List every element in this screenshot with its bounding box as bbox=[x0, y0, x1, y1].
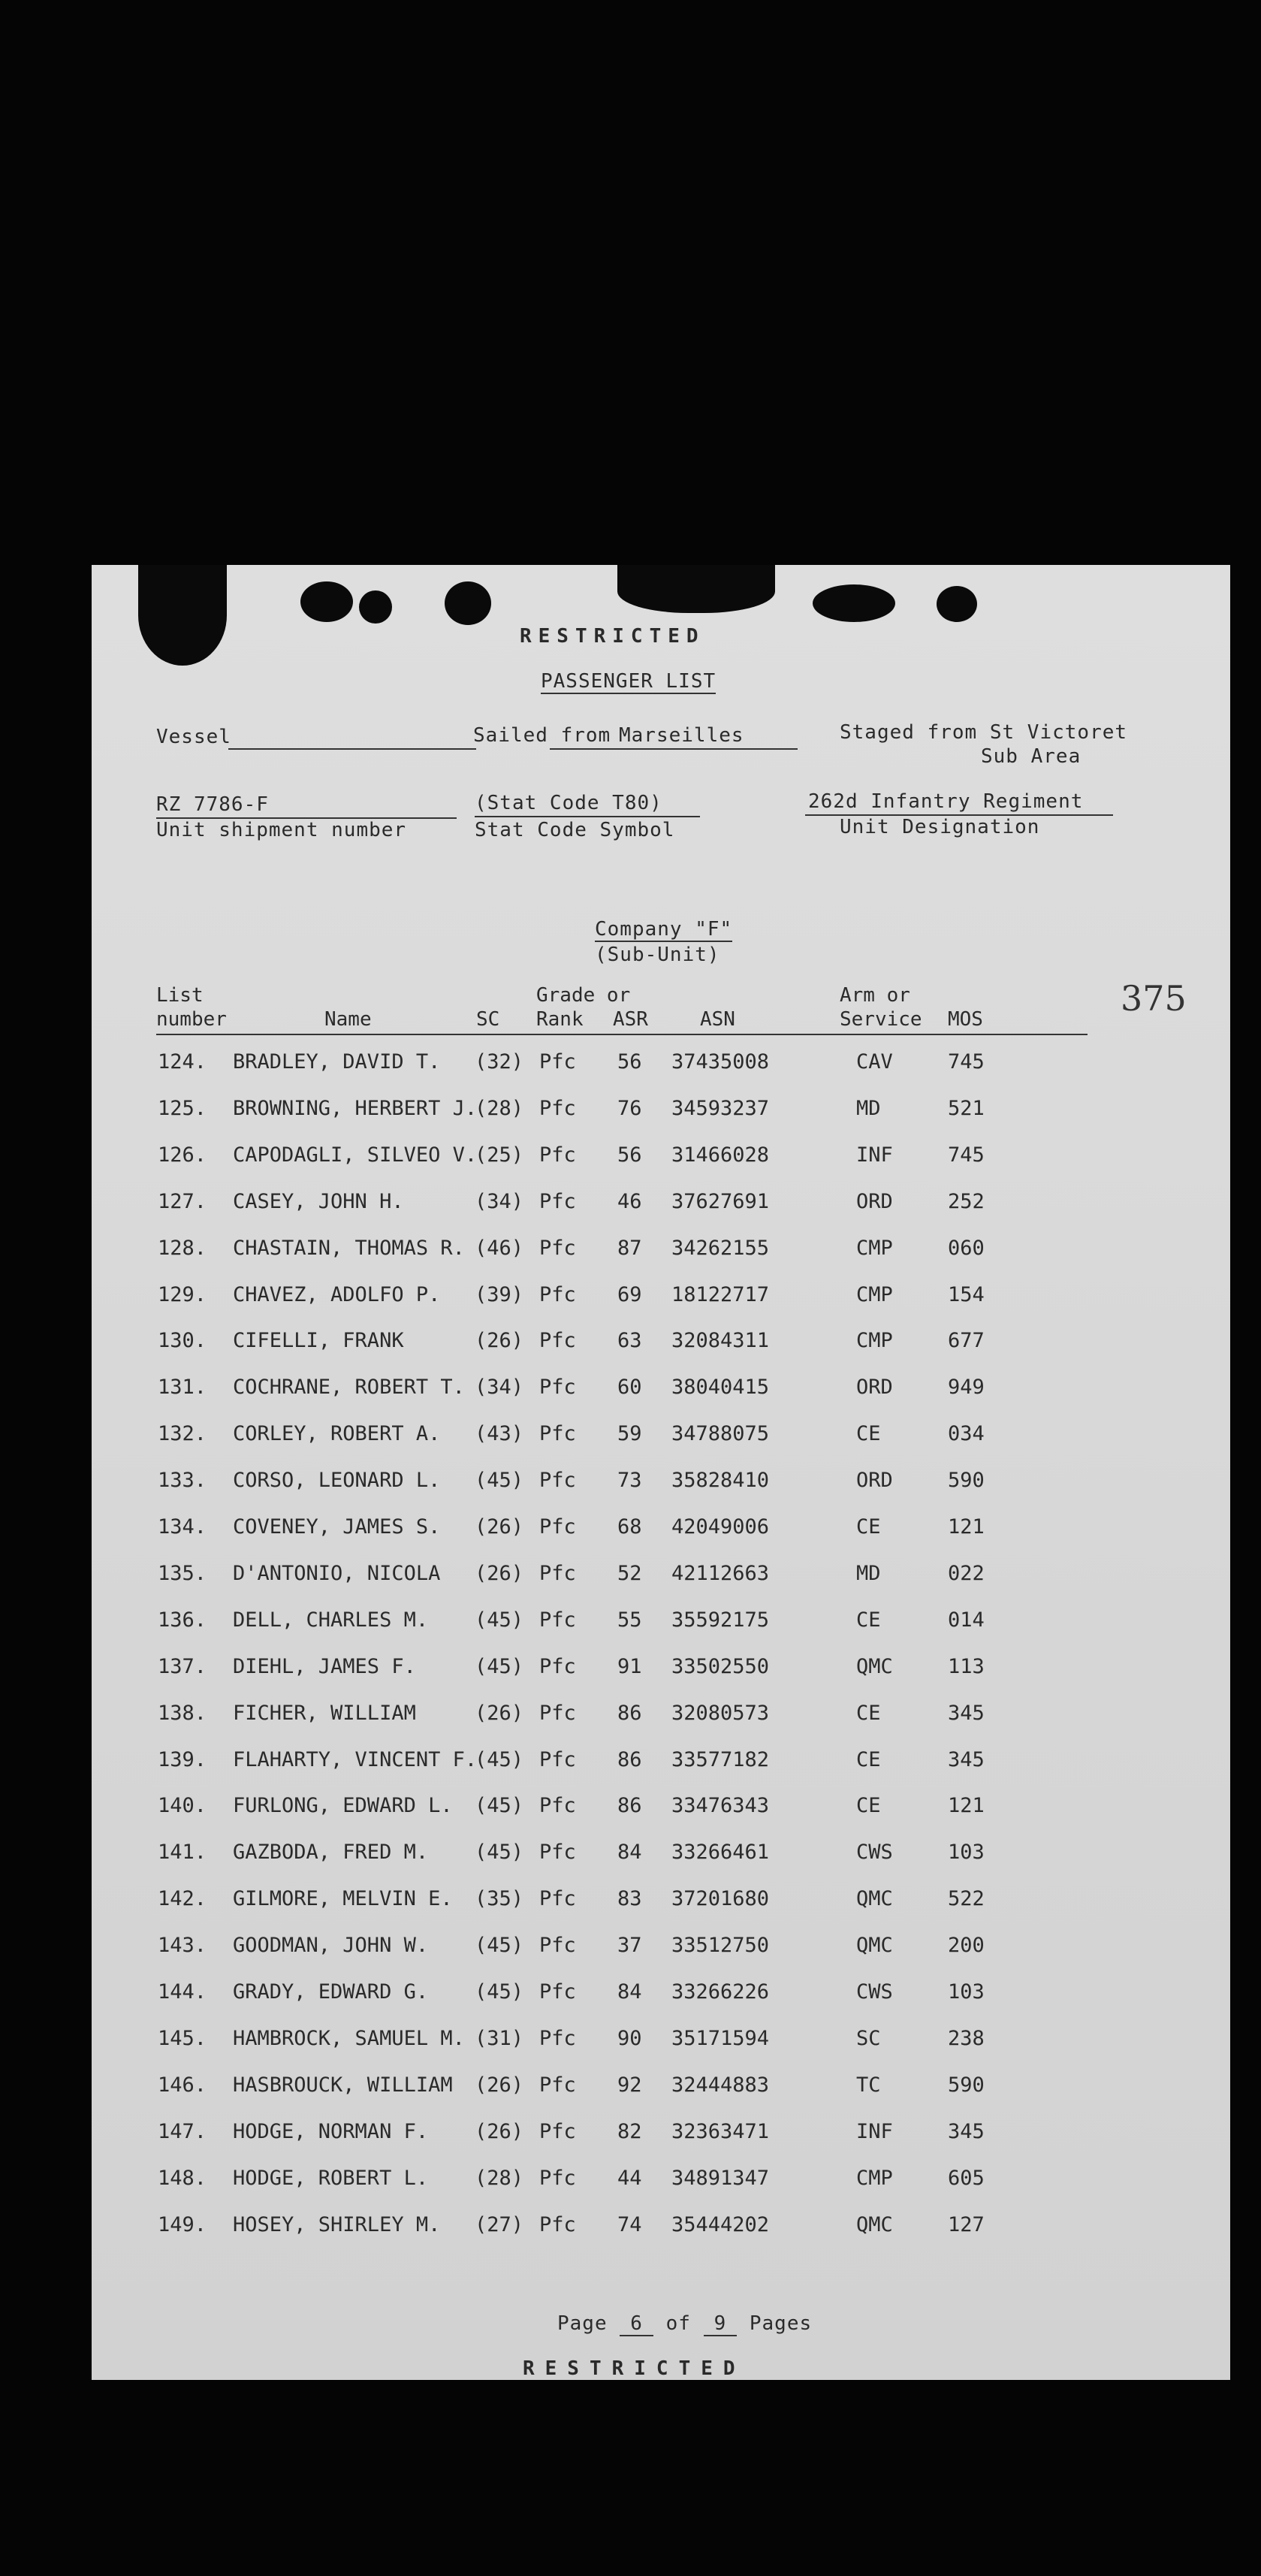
cell-sc: (45) bbox=[475, 1794, 524, 1818]
cell-grade: Pfc bbox=[539, 1236, 576, 1260]
page-stamp-number: 375 bbox=[1121, 978, 1187, 1019]
cell-sc: (45) bbox=[475, 1469, 524, 1493]
cell-num: 132. bbox=[158, 1422, 207, 1446]
cell-mos: 200 bbox=[948, 1934, 985, 1958]
shipment-number: RZ 7786-F bbox=[156, 793, 269, 816]
cell-num: 134. bbox=[158, 1515, 207, 1539]
cell-asn: 33502550 bbox=[671, 1654, 770, 1678]
cell-asr: 90 bbox=[617, 2026, 642, 2050]
cell-arm: INF bbox=[856, 2119, 893, 2143]
cell-sc: (45) bbox=[475, 1654, 524, 1678]
sailed-label: Sailed from bbox=[473, 724, 611, 747]
cell-name: GAZBODA, FRED M. bbox=[233, 1841, 429, 1865]
vessel-field-line bbox=[228, 748, 476, 750]
cell-asr: 76 bbox=[617, 1096, 642, 1120]
cell-asn: 18122717 bbox=[671, 1282, 770, 1306]
cell-mos: 677 bbox=[948, 1329, 985, 1353]
cell-name: CIFELLI, FRANK bbox=[233, 1329, 404, 1353]
cell-mos: 103 bbox=[948, 1980, 985, 2004]
cell-mos: 034 bbox=[948, 1422, 985, 1446]
cell-asn: 33512750 bbox=[671, 1934, 770, 1958]
cell-asn: 33476343 bbox=[671, 1794, 770, 1818]
cell-arm: ORD bbox=[856, 1376, 893, 1400]
cell-mos: 060 bbox=[948, 1236, 985, 1260]
cell-name: BRADLEY, DAVID T. bbox=[233, 1050, 441, 1074]
cell-arm: SC bbox=[856, 2026, 881, 2050]
table-row bbox=[92, 1887, 1230, 1934]
cell-name: CAPODAGLI, SILVEO V. bbox=[233, 1143, 478, 1167]
cell-asn: 37435008 bbox=[671, 1050, 770, 1074]
cell-name: COVENEY, JAMES S. bbox=[233, 1515, 441, 1539]
cell-num: 128. bbox=[158, 1236, 207, 1260]
cell-asn: 34788075 bbox=[671, 1422, 770, 1446]
cell-mos: 345 bbox=[948, 1701, 985, 1725]
cell-asn: 35592175 bbox=[671, 1608, 770, 1632]
page-number: 6 bbox=[620, 2312, 653, 2336]
table-row bbox=[92, 1469, 1230, 1515]
cell-arm: CE bbox=[856, 1608, 881, 1632]
cell-grade: Pfc bbox=[539, 1887, 576, 1911]
unit-designation-value: 262d Infantry Regiment bbox=[808, 790, 1084, 813]
cell-num: 139. bbox=[158, 1747, 207, 1771]
cell-name: COCHRANE, ROBERT T. bbox=[233, 1376, 465, 1400]
col-grade-top: Grade or bbox=[536, 984, 631, 1007]
cell-asr: 84 bbox=[617, 1841, 642, 1865]
cell-asn: 42049006 bbox=[671, 1515, 770, 1539]
cell-grade: Pfc bbox=[539, 1376, 576, 1400]
cell-mos: 121 bbox=[948, 1515, 985, 1539]
page-suffix: Pages bbox=[749, 2312, 813, 2335]
col-asn: ASN bbox=[700, 1008, 735, 1031]
cell-num: 129. bbox=[158, 1282, 207, 1306]
table-row bbox=[92, 1283, 1230, 1330]
cell-num: 145. bbox=[158, 2026, 207, 2050]
cell-grade: Pfc bbox=[539, 1050, 576, 1074]
cell-sc: (45) bbox=[475, 1934, 524, 1958]
cell-name: CASEY, JOHN H. bbox=[233, 1189, 404, 1213]
cell-arm: QMC bbox=[856, 1934, 893, 1958]
cell-mos: 022 bbox=[948, 1561, 985, 1585]
sailed-value: Marseilles bbox=[619, 724, 744, 747]
cell-sc: (26) bbox=[475, 2119, 524, 2143]
table-row bbox=[92, 1841, 1230, 1887]
cell-asr: 56 bbox=[617, 1143, 642, 1167]
document-title: PASSENGER LIST bbox=[541, 670, 716, 693]
cell-name: HOSEY, SHIRLEY M. bbox=[233, 2212, 441, 2236]
cell-arm: ORD bbox=[856, 1469, 893, 1493]
col-grade-bottom: Rank bbox=[536, 1008, 584, 1031]
unit-designation-label: Unit Designation bbox=[840, 816, 1040, 838]
cell-name: CHASTAIN, THOMAS R. bbox=[233, 1236, 465, 1260]
table-row bbox=[92, 1980, 1230, 2027]
cell-arm: CWS bbox=[856, 1841, 893, 1865]
cell-arm: CWS bbox=[856, 1980, 893, 2004]
cell-asr: 63 bbox=[617, 1329, 642, 1353]
cell-asr: 52 bbox=[617, 1561, 642, 1585]
cell-asr: 44 bbox=[617, 2166, 642, 2190]
cell-asr: 86 bbox=[617, 1794, 642, 1818]
cell-name: CHAVEZ, ADOLFO P. bbox=[233, 1282, 441, 1306]
cell-sc: (28) bbox=[475, 2166, 524, 2190]
stat-code-value: (Stat Code T80) bbox=[475, 792, 662, 814]
sailed-field-line bbox=[550, 748, 798, 750]
cell-grade: Pfc bbox=[539, 1143, 576, 1167]
cell-asn: 35444202 bbox=[671, 2212, 770, 2236]
page-indicator bbox=[557, 2312, 812, 2335]
table-row bbox=[92, 1422, 1230, 1469]
col-list-number-top: List bbox=[156, 984, 204, 1007]
passenger-list-sheet bbox=[92, 565, 1230, 2380]
table-row bbox=[92, 1562, 1230, 1608]
cell-mos: 127 bbox=[948, 2212, 985, 2236]
table-row bbox=[92, 1050, 1230, 1097]
cell-asr: 86 bbox=[617, 1747, 642, 1771]
cell-asr: 73 bbox=[617, 1469, 642, 1493]
cell-arm: CMP bbox=[856, 1329, 893, 1353]
cell-arm: CMP bbox=[856, 1236, 893, 1260]
staged-label: Staged from St Victoret bbox=[840, 721, 1128, 744]
cell-sc: (45) bbox=[475, 1841, 524, 1865]
cell-mos: 590 bbox=[948, 2073, 985, 2097]
cell-sc: (28) bbox=[475, 1096, 524, 1120]
cell-name: HODGE, NORMAN F. bbox=[233, 2119, 429, 2143]
cell-mos: 522 bbox=[948, 1887, 985, 1911]
cell-mos: 103 bbox=[948, 1841, 985, 1865]
cell-sc: (35) bbox=[475, 1887, 524, 1911]
col-arm-bottom: Service bbox=[840, 1008, 922, 1031]
cell-asr: 59 bbox=[617, 1422, 642, 1446]
cell-asn: 37627691 bbox=[671, 1189, 770, 1213]
restricted-header: RESTRICTED bbox=[520, 625, 705, 648]
page-prefix: Page bbox=[557, 2312, 608, 2335]
cell-grade: Pfc bbox=[539, 1422, 576, 1446]
table-row bbox=[92, 1515, 1230, 1562]
page-total: 9 bbox=[704, 2312, 738, 2336]
table-row bbox=[92, 1794, 1230, 1841]
passenger-table bbox=[92, 1050, 1230, 2236]
cell-sc: (39) bbox=[475, 1282, 524, 1306]
cell-mos: 521 bbox=[948, 1096, 985, 1120]
table-row bbox=[92, 1237, 1230, 1283]
cell-sc: (25) bbox=[475, 1143, 524, 1167]
cell-num: 148. bbox=[158, 2166, 207, 2190]
cell-sc: (43) bbox=[475, 1422, 524, 1446]
cell-asn: 33266226 bbox=[671, 1980, 770, 2004]
cell-asr: 56 bbox=[617, 1050, 642, 1074]
cell-num: 141. bbox=[158, 1841, 207, 1865]
staged-sub-label: Sub Area bbox=[981, 745, 1082, 768]
table-row bbox=[92, 2073, 1230, 2120]
cell-sc: (46) bbox=[475, 1236, 524, 1260]
cell-asn: 33577182 bbox=[671, 1747, 770, 1771]
cell-asn: 32363471 bbox=[671, 2119, 770, 2143]
table-row bbox=[92, 1376, 1230, 1422]
cell-asn: 32444883 bbox=[671, 2073, 770, 2097]
cell-grade: Pfc bbox=[539, 1515, 576, 1539]
cell-asr: 91 bbox=[617, 1654, 642, 1678]
table-row bbox=[92, 1097, 1230, 1143]
cell-asn: 35171594 bbox=[671, 2026, 770, 2050]
cell-sc: (34) bbox=[475, 1189, 524, 1213]
cell-asr: 60 bbox=[617, 1376, 642, 1400]
cell-mos: 238 bbox=[948, 2026, 985, 2050]
cell-asr: 74 bbox=[617, 2212, 642, 2236]
cell-sc: (31) bbox=[475, 2026, 524, 2050]
cell-mos: 590 bbox=[948, 1469, 985, 1493]
cell-asn: 35828410 bbox=[671, 1469, 770, 1493]
cell-sc: (26) bbox=[475, 2073, 524, 2097]
company-value: Company "F" bbox=[595, 918, 733, 941]
cell-grade: Pfc bbox=[539, 1934, 576, 1958]
cell-asr: 68 bbox=[617, 1515, 642, 1539]
cell-num: 143. bbox=[158, 1934, 207, 1958]
cell-num: 135. bbox=[158, 1561, 207, 1585]
cell-name: CORLEY, ROBERT A. bbox=[233, 1422, 441, 1446]
cell-num: 138. bbox=[158, 1701, 207, 1725]
cell-mos: 014 bbox=[948, 1608, 985, 1632]
table-row bbox=[92, 1190, 1230, 1237]
cell-num: 133. bbox=[158, 1469, 207, 1493]
table-row bbox=[92, 2213, 1230, 2260]
cell-grade: Pfc bbox=[539, 2119, 576, 2143]
cell-grade: Pfc bbox=[539, 1794, 576, 1818]
cell-asn: 42112663 bbox=[671, 1561, 770, 1585]
cell-grade: Pfc bbox=[539, 1654, 576, 1678]
cell-arm: INF bbox=[856, 1143, 893, 1167]
cell-num: 125. bbox=[158, 1096, 207, 1120]
cell-grade: Pfc bbox=[539, 1561, 576, 1585]
cell-name: HAMBROCK, SAMUEL M. bbox=[233, 2026, 465, 2050]
column-header-rule bbox=[156, 1034, 1088, 1035]
cell-asn: 38040415 bbox=[671, 1376, 770, 1400]
cell-mos: 745 bbox=[948, 1050, 985, 1074]
cell-arm: QMC bbox=[856, 1654, 893, 1678]
cell-sc: (32) bbox=[475, 1050, 524, 1074]
cell-mos: 345 bbox=[948, 1747, 985, 1771]
cell-num: 142. bbox=[158, 1887, 207, 1911]
cell-name: D'ANTONIO, NICOLA bbox=[233, 1561, 441, 1585]
table-row bbox=[92, 1143, 1230, 1190]
cell-num: 149. bbox=[158, 2212, 207, 2236]
page-of: of bbox=[665, 2312, 691, 2335]
col-name: Name bbox=[324, 1008, 372, 1031]
col-sc: SC bbox=[476, 1008, 500, 1031]
cell-grade: Pfc bbox=[539, 1469, 576, 1493]
punch-hole bbox=[138, 565, 227, 666]
table-row bbox=[92, 1748, 1230, 1795]
cell-asn: 31466028 bbox=[671, 1143, 770, 1167]
cell-name: FLAHARTY, VINCENT F. bbox=[233, 1747, 478, 1771]
cell-asr: 83 bbox=[617, 1887, 642, 1911]
punch-hole bbox=[937, 586, 977, 622]
cell-sc: (45) bbox=[475, 1608, 524, 1632]
cell-grade: Pfc bbox=[539, 1608, 576, 1632]
cell-asr: 55 bbox=[617, 1608, 642, 1632]
cell-name: FICHER, WILLIAM bbox=[233, 1701, 416, 1725]
cell-sc: (26) bbox=[475, 1561, 524, 1585]
cell-grade: Pfc bbox=[539, 1096, 576, 1120]
cell-asr: 46 bbox=[617, 1189, 642, 1213]
cell-grade: Pfc bbox=[539, 1701, 576, 1725]
cell-num: 136. bbox=[158, 1608, 207, 1632]
cell-asr: 82 bbox=[617, 2119, 642, 2143]
cell-num: 130. bbox=[158, 1329, 207, 1353]
cell-mos: 154 bbox=[948, 1282, 985, 1306]
col-list-number-bottom: number bbox=[156, 1008, 227, 1031]
cell-asn: 34262155 bbox=[671, 1236, 770, 1260]
cell-name: GOODMAN, JOHN W. bbox=[233, 1934, 429, 1958]
cell-num: 124. bbox=[158, 1050, 207, 1074]
cell-grade: Pfc bbox=[539, 2212, 576, 2236]
cell-arm: CE bbox=[856, 1747, 881, 1771]
cell-name: BROWNING, HERBERT J. bbox=[233, 1096, 478, 1120]
cell-name: HODGE, ROBERT L. bbox=[233, 2166, 429, 2190]
cell-grade: Pfc bbox=[539, 1329, 576, 1353]
cell-mos: 745 bbox=[948, 1143, 985, 1167]
cell-grade: Pfc bbox=[539, 1841, 576, 1865]
cell-arm: ORD bbox=[856, 1189, 893, 1213]
table-row bbox=[92, 1329, 1230, 1376]
vessel-label: Vessel bbox=[156, 726, 231, 748]
cell-sc: (26) bbox=[475, 1329, 524, 1353]
cell-grade: Pfc bbox=[539, 1282, 576, 1306]
cell-name: GRADY, EDWARD G. bbox=[233, 1980, 429, 2004]
table-row bbox=[92, 1702, 1230, 1748]
table-row bbox=[92, 1608, 1230, 1655]
cell-asn: 32084311 bbox=[671, 1329, 770, 1353]
cell-mos: 113 bbox=[948, 1654, 985, 1678]
cell-grade: Pfc bbox=[539, 1747, 576, 1771]
cell-sc: (26) bbox=[475, 1701, 524, 1725]
cell-mos: 252 bbox=[948, 1189, 985, 1213]
punch-hole bbox=[617, 565, 775, 613]
cell-arm: CMP bbox=[856, 1282, 893, 1306]
cell-sc: (45) bbox=[475, 1980, 524, 2004]
cell-name: FURLONG, EDWARD L. bbox=[233, 1794, 453, 1818]
cell-mos: 605 bbox=[948, 2166, 985, 2190]
cell-grade: Pfc bbox=[539, 2166, 576, 2190]
cell-arm: TC bbox=[856, 2073, 881, 2097]
cell-num: 140. bbox=[158, 1794, 207, 1818]
cell-asr: 92 bbox=[617, 2073, 642, 2097]
table-row bbox=[92, 1655, 1230, 1702]
cell-asr: 86 bbox=[617, 1701, 642, 1725]
cell-mos: 121 bbox=[948, 1794, 985, 1818]
table-row bbox=[92, 2167, 1230, 2213]
shipment-label: Unit shipment number bbox=[156, 819, 407, 841]
cell-grade: Pfc bbox=[539, 1980, 576, 2004]
cell-grade: Pfc bbox=[539, 1189, 576, 1213]
punch-hole bbox=[445, 581, 491, 625]
cell-num: 137. bbox=[158, 1654, 207, 1678]
cell-sc: (26) bbox=[475, 1515, 524, 1539]
cell-arm: CMP bbox=[856, 2166, 893, 2190]
stat-code-label: Stat Code Symbol bbox=[475, 819, 675, 841]
cell-sc: (27) bbox=[475, 2212, 524, 2236]
cell-num: 146. bbox=[158, 2073, 207, 2097]
cell-num: 126. bbox=[158, 1143, 207, 1167]
cell-arm: CE bbox=[856, 1701, 881, 1725]
cell-asr: 87 bbox=[617, 1236, 642, 1260]
cell-arm: CE bbox=[856, 1422, 881, 1446]
company-label: (Sub-Unit) bbox=[595, 944, 720, 966]
cell-num: 147. bbox=[158, 2119, 207, 2143]
cell-mos: 949 bbox=[948, 1376, 985, 1400]
cell-arm: CE bbox=[856, 1794, 881, 1818]
punch-hole bbox=[300, 581, 353, 622]
cell-asn: 33266461 bbox=[671, 1841, 770, 1865]
cell-num: 127. bbox=[158, 1189, 207, 1213]
table-row bbox=[92, 2027, 1230, 2073]
cell-asr: 69 bbox=[617, 1282, 642, 1306]
stat-code-field-line bbox=[475, 816, 700, 817]
cell-arm: CE bbox=[856, 1515, 881, 1539]
col-arm-top: Arm or bbox=[840, 984, 910, 1007]
cell-arm: QMC bbox=[856, 1887, 893, 1911]
cell-arm: MD bbox=[856, 1561, 881, 1585]
cell-asn: 37201680 bbox=[671, 1887, 770, 1911]
cell-arm: MD bbox=[856, 1096, 881, 1120]
col-asr: ASR bbox=[613, 1008, 648, 1031]
col-mos: MOS bbox=[948, 1008, 983, 1031]
cell-name: CORSO, LEONARD L. bbox=[233, 1469, 441, 1493]
cell-num: 131. bbox=[158, 1376, 207, 1400]
cell-name: DIEHL, JAMES F. bbox=[233, 1654, 416, 1678]
cell-asn: 32080573 bbox=[671, 1701, 770, 1725]
table-row bbox=[92, 1934, 1230, 1980]
cell-mos: 345 bbox=[948, 2119, 985, 2143]
restricted-footer: RESTRICTED bbox=[523, 2357, 746, 2380]
cell-grade: Pfc bbox=[539, 2026, 576, 2050]
table-row bbox=[92, 2120, 1230, 2167]
cell-num: 144. bbox=[158, 1980, 207, 2004]
cell-name: HASBROUCK, WILLIAM bbox=[233, 2073, 453, 2097]
cell-arm: QMC bbox=[856, 2212, 893, 2236]
cell-asn: 34593237 bbox=[671, 1096, 770, 1120]
cell-asr: 37 bbox=[617, 1934, 642, 1958]
cell-arm: CAV bbox=[856, 1050, 893, 1074]
cell-grade: Pfc bbox=[539, 2073, 576, 2097]
punch-hole bbox=[813, 584, 895, 622]
cell-asr: 84 bbox=[617, 1980, 642, 2004]
cell-name: DELL, CHARLES M. bbox=[233, 1608, 429, 1632]
punch-hole bbox=[359, 590, 392, 624]
cell-sc: (45) bbox=[475, 1747, 524, 1771]
cell-asn: 34891347 bbox=[671, 2166, 770, 2190]
cell-sc: (34) bbox=[475, 1376, 524, 1400]
cell-name: GILMORE, MELVIN E. bbox=[233, 1887, 453, 1911]
